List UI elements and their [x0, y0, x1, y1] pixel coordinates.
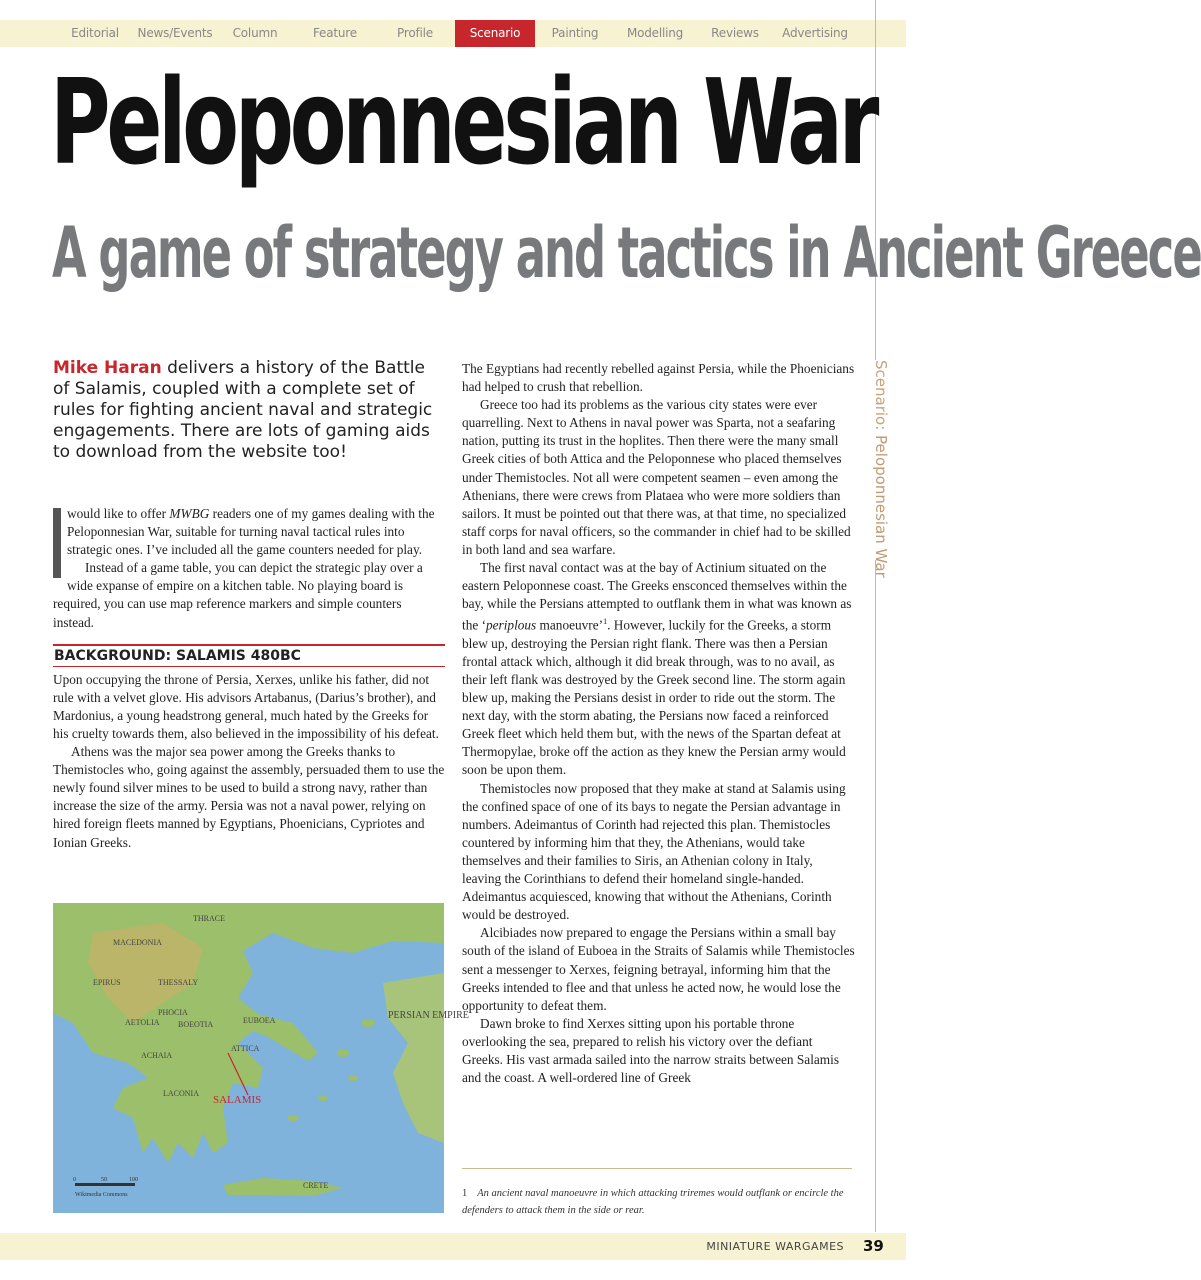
map-label-aetolia: AETOLIA — [125, 1018, 160, 1027]
map-label-thessaly: THESSALY — [158, 978, 199, 987]
map-ancient-greece — [53, 903, 469, 1213]
magazine-abbrev: MWBG — [169, 506, 210, 521]
side-section-label — [870, 360, 890, 578]
map-island — [318, 1095, 328, 1101]
footnote-number: 1 — [462, 1188, 468, 1199]
text-run: would like to offer — [67, 506, 170, 521]
intro-standfirst — [53, 358, 445, 463]
map-label-phocia: PHOCIA — [158, 1008, 188, 1017]
paragraph: Instead of a game table, you can depict the strategic play over a wide expanse of empire on a kitchen table. No playing board is required, you can use map reference markers and simple counters instead. — [53, 560, 423, 630]
publication-name: MINIATURE WARGAMES — [706, 1240, 844, 1253]
nav-item-scenario[interactable]: Scenario — [455, 20, 535, 47]
paragraph — [462, 559, 855, 780]
side-label-prefix: Scenario: — [872, 360, 890, 431]
nav-item-editorial[interactable]: Editorial — [71, 26, 119, 40]
intro-text: delivers a history of the Battle of Salamis, coupled with a complete set of rules for fighting ancient naval and strategic engagements. There are lots of gaming aids to download from the website too! — [53, 358, 433, 462]
scale-tick: 50 — [101, 1177, 107, 1183]
map-label-crete: CRETE — [303, 1181, 329, 1190]
map-label-thrace: THRACE — [193, 914, 225, 923]
map-label-boeotia: BOEOTIA — [178, 1020, 214, 1029]
paragraph: Upon occupying the throne of Persia, Xerxes, unlike his father, did not rule with a velvet glove. His advisors Artabanus, (Darius’s brother), and Mardonius, a young headstrong general, much hated by the Greeks for his cruelty towards them, also believed in the impossibility of his defeat. — [53, 671, 439, 741]
side-label-title: Peloponnesian War — [872, 435, 890, 578]
paragraph: Dawn broke to find Xerxes sitting upon his portable throne overlooking the sea, prepared to relish his victory over the defiant Greeks. His vast armada sailed into the narrow straits between Salamis and the coast. A well-ordered line of Greek — [462, 1015, 840, 1086]
column-left — [53, 505, 445, 852]
column-right — [462, 360, 855, 1087]
footnote-ref: 1 — [603, 617, 608, 627]
scale-tick: 0 — [73, 1177, 76, 1183]
map-island — [348, 1075, 358, 1081]
section-heading: BACKGROUND: SALAMIS 480BC — [53, 644, 445, 667]
text-run: The first naval contact was at the bay of Actinium situated on the eastern Peloponnese coast. The Greeks ensconced themselves within the bay, while the Persians attempted to outflank them in what was known as the ‘ — [462, 560, 852, 633]
map-label-achaia: ACHAIA — [141, 1051, 173, 1060]
text-run: readers one of my games dealing with the Peloponnesian War, suitable for turning naval tactical rules into strategic ones. I’ve included all the game counters needed for play. — [67, 506, 435, 558]
map-label-epirus: EPIRUS — [93, 978, 121, 987]
nav-item-feature[interactable]: Feature — [313, 26, 357, 40]
nav-item-advertising[interactable]: Advertising — [782, 26, 848, 40]
page-title: Peloponnesian War — [50, 53, 876, 191]
map-island — [337, 1049, 349, 1057]
text-run: . However, luckily for the Greeks, a storm blew up, destroying the Persian right flank. There was then a Persian frontal attack which, although it did break through, was to no avail, as their left flank was destroyed by the Greek second line. The storm again blew up, making the Persians desist in order to ride out the storm. The next day, with the storm abating, the Persians now faced a reinforced Greek fleet which held them but, with the news of the Spartan defeat at Thermopylae, broke off the action as they knew the Persian army would soon be upon them. — [462, 617, 846, 778]
map-island — [361, 1019, 375, 1027]
map-label-euboea: EUBOEA — [243, 1016, 276, 1025]
footnote — [462, 1185, 857, 1219]
nav-item-column[interactable]: Column — [232, 26, 278, 40]
map-label-laconia: LACONIA — [163, 1089, 199, 1098]
footnote-text: An ancient naval manoeuvre in which attacking triremes would outflank or encircle the defenders to attack them in the side or rear. — [462, 1188, 844, 1216]
nav-item-painting[interactable]: Painting — [551, 26, 599, 40]
map-island — [287, 1115, 299, 1121]
nav-item-modelling[interactable]: Modelling — [626, 26, 684, 40]
page-number: 39 — [863, 1237, 884, 1255]
map-credit: Wikimedia Commons — [75, 1192, 128, 1198]
scale-tick: 100 — [129, 1177, 138, 1183]
map-label-macedonia: MACEDONIA — [113, 938, 162, 947]
nav-item-profile[interactable]: Profile — [397, 26, 433, 40]
paragraph — [53, 505, 445, 559]
nav-item-reviews[interactable]: Reviews — [711, 26, 759, 40]
page-subtitle: A game of strategy and tactics in Ancient Greece — [52, 212, 1201, 294]
paragraph: Athens was the major sea power among the Greeks thanks to Themistocles who, going against the assembly, persuaded them to use the newly found silver mines to be used to build a strong navy, rather than increase the size of the army. Persia was not a naval power, relying on hired foreign fleets manned by Egyptians, Phoenicians, Cypriotes and Ionian Greeks. — [53, 744, 445, 850]
map-label-attica: ATTICA — [231, 1044, 260, 1053]
paragraph: Greece too had its problems as the various city states were ever quarrelling. Next to Athens in naval power was Sparta, not a seafaring nation, putting its trust in the hoplites. Then there were the many small Greek cities of both Attica and the Peloponnese who placed themselves under Themistocles. Not all were competent seamen – even among the Athenians, there were crews from Plataea who were more soldiers than sailors. It must be pointed out that there was, at that time, no specialized staff corps for naval officers, so the commander in chief had to be skilled in both land and sea warfare. — [462, 397, 851, 557]
nav-item-news-events[interactable]: News/Events — [137, 26, 213, 40]
map-label-salamis: SALAMIS — [213, 1094, 262, 1106]
footnote-rule — [462, 1168, 852, 1169]
author-name: Mike Haran — [53, 358, 162, 378]
paragraph: Themistocles now proposed that they make at stand at Salamis using the confined space of one of its bays to negate the Persian advantage in numbers. Adeimantus of Corinth had rejected this plan. Themistocles countered by informing him that they, the Athenians, would take themselves and their families to Siris, an Athenian colony in Italy, leaving the Corinthians to defend their homeland single-handed. Adeimantus acquiesced, knowing that without the Athenians, Corinth would be destroyed. — [462, 780, 846, 923]
map-label-persian-empire: PERSIAN EMPIRE — [388, 1010, 469, 1021]
text-run: manoeuvre’ — [536, 617, 604, 633]
paragraph: The Egyptians had recently rebelled against Persia, while the Phoenicians had helped to crush that rebellion. — [462, 361, 855, 395]
italic-term: periplous — [486, 617, 537, 633]
section-nav — [55, 20, 855, 47]
paragraph: Alcibiades now prepared to engage the Persians within a small bay south of the island of Euboea in the Straits of Salamis while Themistocles sent a messenger to Xerxes, feigning betrayal, informing him that the Greeks intended to flee and that unless he acted now, he would lose the opportunity to defeat them. — [462, 925, 855, 1013]
drop-cap-bar — [53, 508, 61, 578]
